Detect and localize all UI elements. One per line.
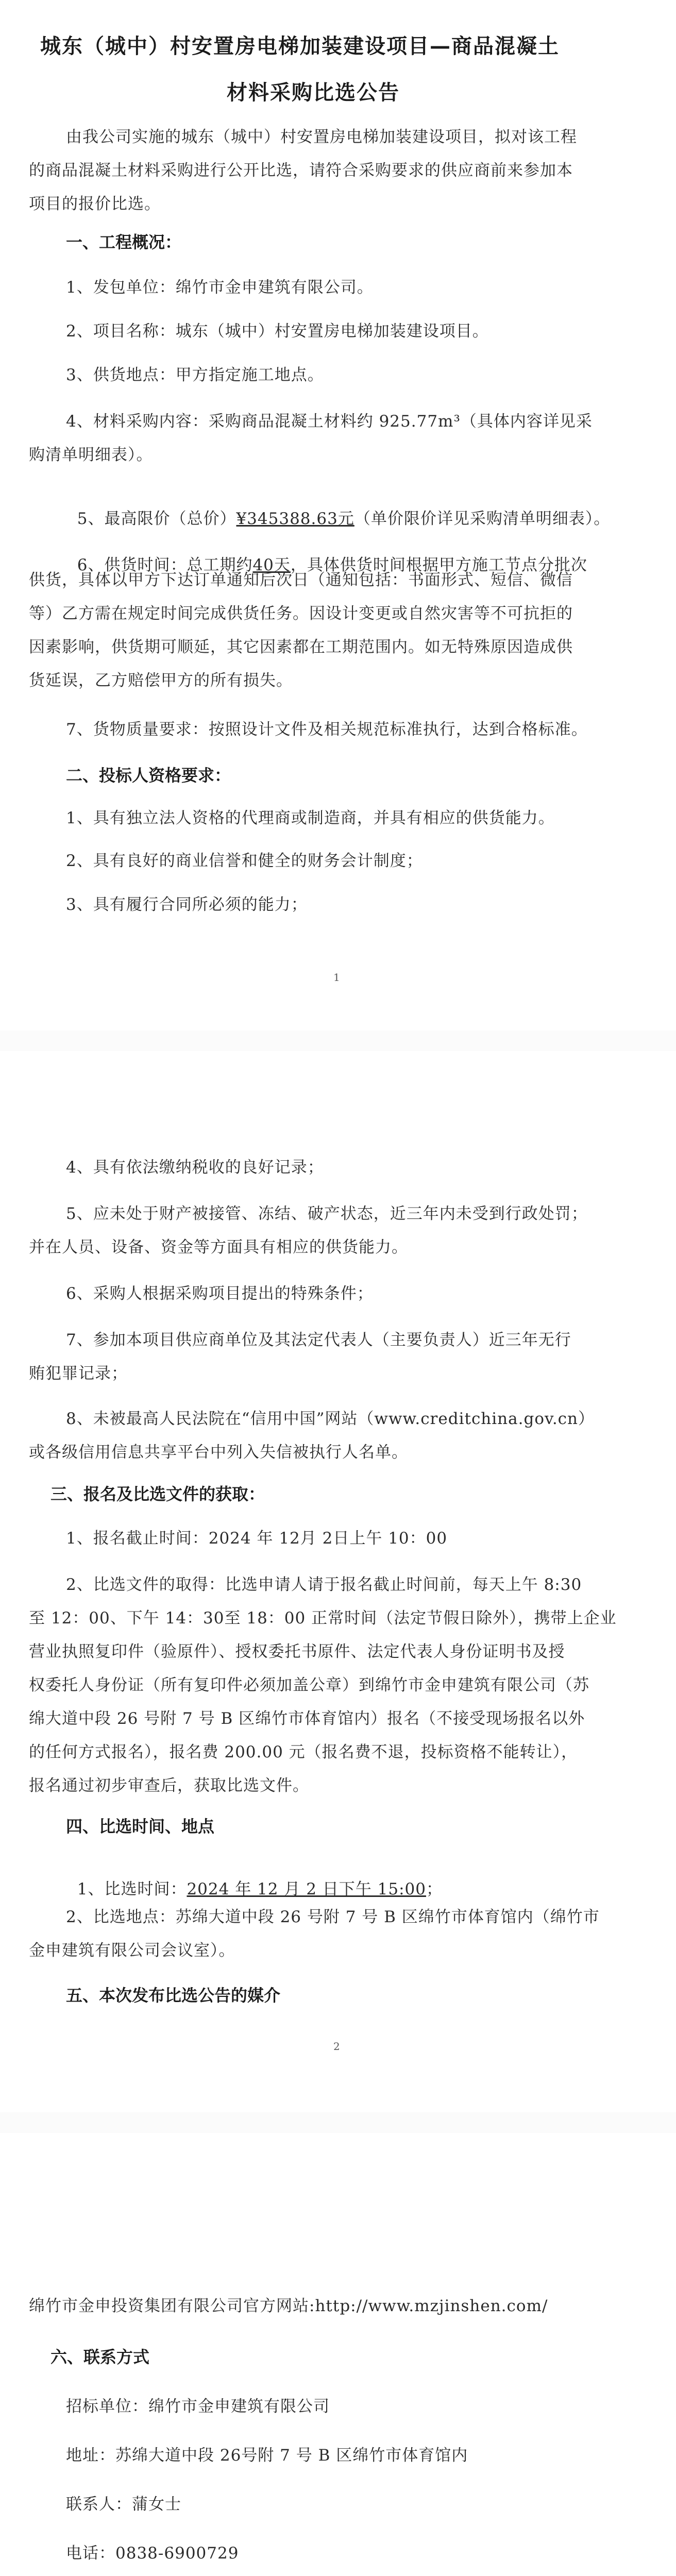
duration-label: 6、供货时间：总工期约 [77,556,253,574]
section-5-heading: 五、本次发布比选公告的媒介 [66,1986,281,2005]
duration-note: ，具体供货时间根据甲方施工节点分批次 [290,556,587,574]
section-6-heading: 六、联系方式 [50,2347,150,2367]
s1-item-4-cont: 购清单明细表）。 [29,446,153,464]
intro-line: 的商品混凝土材料采购进行公开比选，请符合采购要求的供应商前来参加本 [29,161,573,180]
page-break [0,1030,676,1051]
section-4-heading: 四、比选时间、地点 [66,1817,215,1836]
intro-line: 项目的报价比选。 [29,195,161,213]
s3-item-2-cont: 报名通过初步审查后，获取比选文件。 [29,1776,309,1795]
max-price-note: （单价限价详见采购清单明细表）。 [354,510,611,528]
s1-item-6-cont: 供货，具体以甲方下达订单通知后次日（通知包括：书面形式、短信、微信 [29,571,573,589]
duration-value: 40天 [252,556,291,574]
s2-item-5: 5、应未处于财产被接管、冻结、破产状态，近三年内未受到行政处罚； [66,1205,588,1223]
s4-item-1 [66,1857,676,1899]
s2-item-8: 8、未被最高人民法院在“信用中国”网站（www.creditchina.gov.cn） [66,1410,595,1428]
max-price-value: ¥345388.63元 [236,510,354,528]
s2-item-7-cont: 贿犯罪记录； [29,1364,128,1383]
s2-item-1: 1、具有独立法人资格的代理商或制造商，并具有相应的供货能力。 [66,809,555,827]
s3-item-2-cont: 的任何方式报名），报名费 200.00 元（报名费不退，投标资格不能转让）， [29,1743,578,1761]
s1-item-6-cont: 等）乙方需在规定时间完成供货任务。因设计变更或自然灾害等不可抗拒的 [29,604,573,623]
title-line-2: 材料采购比选公告 [227,81,400,105]
section-2-heading: 二、投标人资格要求： [66,766,231,785]
s1-item-7: 7、货物质量要求：按照设计文件及相关规范标准执行，达到合格标准。 [66,720,588,739]
s4-item-2-cont: 金申建筑有限公司会议室）。 [29,1941,235,1960]
s2-item-4: 4、具有依法缴纳税收的良好记录； [66,1158,324,1177]
intro-line: 由我公司实施的城东（城中）村安置房电梯加装建设项目，拟对该工程 [66,128,577,146]
section-1-heading: 一、工程概况： [66,232,182,252]
s2-item-3: 3、具有履行合同所必须的能力； [66,895,308,914]
s2-item-8-cont: 或各级信用信息共享平台中列入失信被执行人名单。 [29,1443,408,1462]
contact-phone: 电话：0838-6900729 [66,2544,239,2563]
s2-item-6: 6、采购人根据采购项目提出的特殊条件； [66,1284,374,1303]
contact-unit: 招标单位：绵竹市金申建筑有限公司 [66,2397,330,2416]
s1-item-6-cont: 货延误，乙方赔偿甲方的所有损失。 [29,671,293,690]
bid-time-end: ； [426,1880,443,1899]
s3-item-2-cont: 至 12：00、下午 14：30至 18：00 正常时间（法定节假日除外），携带上企业 [29,1609,617,1628]
s3-item-2: 2、比选文件的取得：比选申请人请于报名截止时间前，每天上午 8:30 [66,1575,582,1594]
bid-time-label: 1、比选时间： [77,1880,187,1899]
title-line-1: 城东（城中）村安置房电梯加装建设项目—商品混凝土 [40,35,560,58]
page-number: 1 [333,971,340,984]
s1-item-5 [66,487,676,529]
bid-time-value: 2024 年 12 月 2 日下午 15:00 [187,1880,426,1899]
s1-item-3: 3、供货地点：甲方指定施工地点。 [66,366,324,384]
contact-address: 地址：苏绵大道中段 26号附 7 号 B 区绵竹市体育馆内 [66,2446,468,2465]
s1-item-4: 4、材料采购内容：采购商品混凝土材料约 925.77m³（具体内容详见采 [66,412,593,431]
media-website: 绵竹市金申投资集团有限公司官方网站:http://www.mzjinshen.com/ [29,2297,548,2315]
s3-item-2-cont: 绵大道中段 26 号附 7 号 B 区绵竹市体育馆内）报名（不接受现场报名以外 [29,1709,585,1728]
s3-item-2-cont: 营业执照复印件（验原件）、授权委托书原件、法定代表人身份证明书及授 [29,1642,565,1661]
s1-item-2: 2、项目名称：城东（城中）村安置房电梯加装建设项目。 [66,322,489,341]
s3-item-1: 1、报名截止时间：2024 年 12月 2日上午 10：00 [66,1529,448,1548]
page-number: 2 [333,2040,340,2053]
s2-item-7: 7、参加本项目供应商单位及其法定代表人（主要负责人）近三年无行 [66,1331,571,1349]
s1-item-1: 1、发包单位：绵竹市金申建筑有限公司。 [66,278,374,297]
s3-item-2-cont: 权委托人身份证（所有复印件必须加盖公章）到绵竹市金申建筑有限公司（苏 [29,1676,589,1694]
contact-person: 联系人：蒲女士 [66,2495,181,2514]
page-break [0,2112,676,2133]
s2-item-2: 2、具有良好的商业信誉和健全的财务会计制度； [66,852,423,870]
s1-item-6-cont: 因素影响，供货期可顺延，其它因素都在工期范围内。如无特殊原因造成供 [29,638,573,656]
s4-item-2: 2、比选地点：苏绵大道中段 26 号附 7 号 B 区绵竹市体育馆内（绵竹市 [66,1908,600,1926]
section-3-heading: 三、报名及比选文件的获取： [50,1484,265,1504]
max-price-label: 5、最高限价（总价） [77,510,236,528]
s2-item-5-cont: 并在人员、设备、资金等方面具有相应的供货能力。 [29,1238,408,1257]
